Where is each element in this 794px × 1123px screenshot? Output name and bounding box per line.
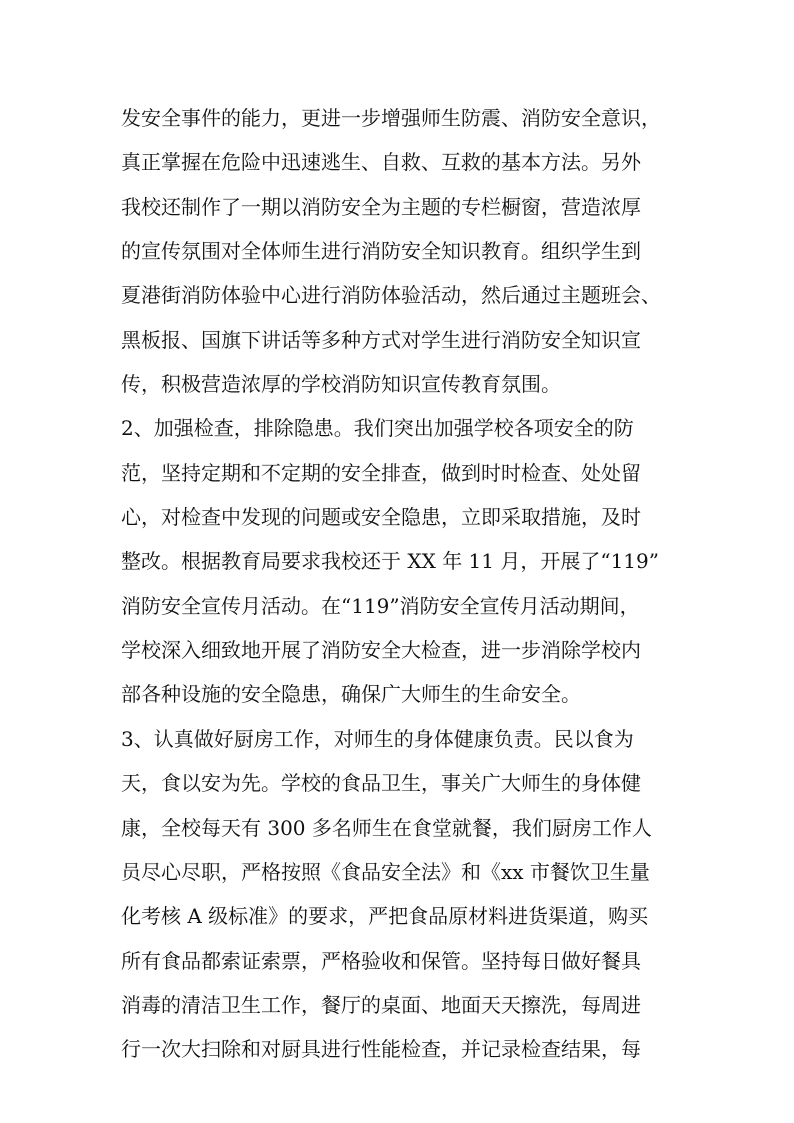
text-line: 所有食品都索证索票，严格验收和保管。坚持每日做好餐具 [121, 948, 641, 973]
text-line: 真正掌握在危险中迅速逃生、自救、互救的基本方法。另外 [121, 150, 641, 175]
text-line: 3、认真做好厨房工作，对师生的身体健康负责。民以食为 [121, 726, 634, 751]
text-line: 康，全校每天有 300 多名师生在食堂就餐，我们厨房工作人 [121, 815, 652, 840]
text-line: 化考核 A 级标准》的要求，严把食品原材料进货渠道，购买 [121, 904, 649, 929]
text-line: 范，坚持定期和不定期的安全排查，做到时时检查、处处留 [121, 460, 641, 485]
text-line: 发安全事件的能力，更进一步增强师生防震、消防安全意识， [121, 106, 661, 130]
text-line: 2、加强检查，排除隐患。我们突出加强学校各项安全的防 [121, 416, 634, 441]
body-text [121, 96, 681, 1072]
text-line: 整改。根据教育局要求我校还于 XX 年 11 月，开展了“119” [121, 549, 659, 574]
text-line: 的宣传氛围对全体师生进行消防安全知识教育。组织学生到 [121, 239, 641, 264]
text-line: 夏港街消防体验中心进行消防体验活动，然后通过主题班会、 [121, 283, 661, 308]
text-line: 消防安全宣传月活动。在“119”消防安全宣传月活动期间， [121, 593, 640, 618]
text-line: 我校还制作了一期以消防安全为主题的专栏橱窗，营造浓厚 [121, 194, 641, 219]
text-line: 黑板报、国旗下讲话等多种方式对学生进行消防安全知识宣 [121, 327, 641, 352]
text-line: 学校深入细致地开展了消防安全大检查，进一步消除学校内 [121, 638, 641, 663]
text-line: 天，食以安为先。学校的食品卫生，事关广大师生的身体健 [121, 771, 641, 796]
text-line: 部各种设施的安全隐患，确保广大师生的生命安全。 [121, 682, 581, 707]
text-line: 消毒的清洁卫生工作，餐厅的桌面、地面天天擦洗，每周进 [121, 992, 641, 1017]
text-line: 员尽心尽职，严格按照《食品安全法》和《xx 市餐饮卫生量 [121, 859, 650, 884]
text-line: 传，积极营造浓厚的学校消防知识宣传教育氛围。 [121, 372, 561, 397]
text-line: 心，对检查中发现的问题或安全隐患，立即采取措施，及时 [121, 505, 641, 530]
text-line: 行一次大扫除和对厨具进行性能检查，并记录检查结果，每 [121, 1037, 641, 1062]
